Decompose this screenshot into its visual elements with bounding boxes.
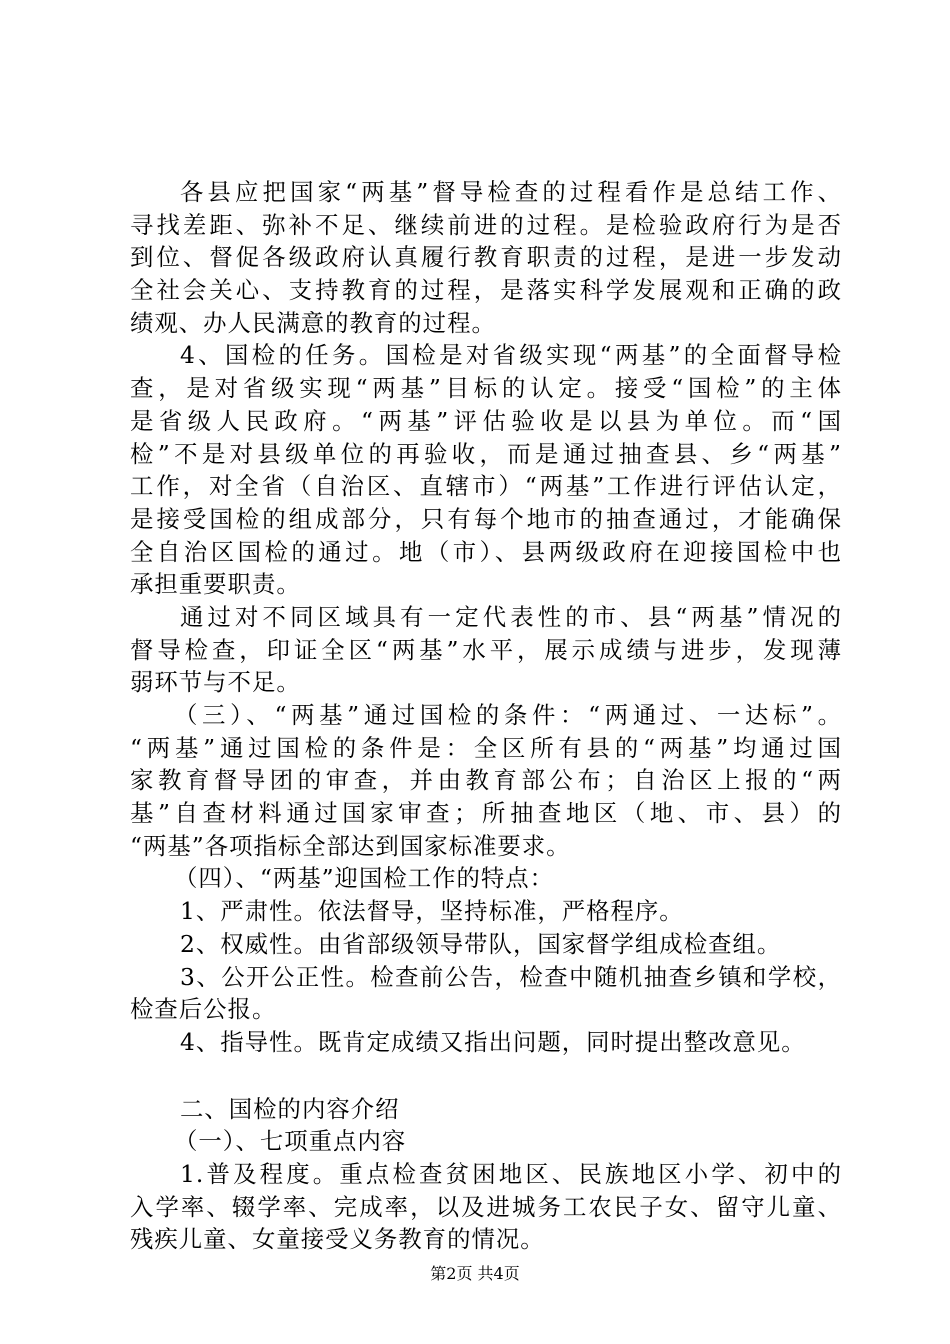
text-line: 各县应把国家“两基”督导检查的过程看作是总结工作、 [180,178,842,206]
text-line: 检”不是对县级单位的再验收，而是通过抽查县、乡“两基” [130,439,842,468]
text-line: 家教育督导团的审查，并由教育部公布；自治区上报的“两 [130,766,842,795]
list-item: 3、公开公正性。检查前公告，检查中随机抽查乡镇和学校， [180,962,842,991]
text-line: 1.普及程度。重点检查贫困地区、民族地区小学、初中的 [180,1159,842,1188]
list-item: 1、严肃性。依法督导，坚持标准，严格程序。 [180,897,684,926]
text-line: 寻找差距、弥补不足、继续前进的过程。是检验政府行为是否 [130,210,842,239]
text-line: “两基”各项指标全部达到国家标准要求。 [130,831,571,860]
text-line: 全社会关心、支持教育的过程，是落实科学发展观和正确的政 [130,276,842,305]
list-item: 2、权威性。由省部级领导带队，国家督学组成检查组。 [180,929,782,958]
section-heading: 二、国检的内容介绍 [180,1094,400,1123]
list-item: 4、指导性。既肯定成绩又指出问题，同时提出整改意见。 [180,1027,806,1056]
text-line: 是接受国检的组成部分，只有每个地市的抽查通过，才能确保 [130,504,842,533]
text-line: （三）、“两基”通过国检的条件：“两通过、一达标”。 [174,701,842,729]
text-line: “两基”通过国检的条件是：全区所有县的“两基”均通过国 [130,733,842,762]
text-line: 入学率、辍学率、完成率，以及进城务工农民子女、留守儿童、 [130,1192,842,1221]
text-line: 是省级人民政府。“两基”评估验收是以县为单位。而“国 [130,406,842,435]
text-line: 残疾儿童、女童接受义务教育的情况。 [130,1225,545,1254]
text-line: 工作，对全省（自治区、直辖市）“两基”工作进行评估认定， [130,472,842,501]
text-line: 弱环节与不足。 [130,668,301,697]
paragraph-gap [130,1059,842,1093]
text-line: 通过对不同区域具有一定代表性的市、县“两基”情况的 [180,602,842,631]
text-line: 绩观、办人民满意的教育的过程。 [130,308,496,337]
page-footer: 第2页 共4页 [430,1264,520,1283]
document-body [130,176,842,1256]
text-line: 承担重要职责。 [130,570,301,599]
list-item-continued: 检查后公报。 [130,995,277,1024]
text-line: 基”自查材料通过国家审查；所抽查地区（地、市、县）的 [130,799,842,828]
section-heading: （四）、“两基”迎国检工作的特点： [174,864,555,893]
text-line: 查，是对省级实现“两基”目标的认定。接受“国检”的主体 [130,374,842,403]
subsection-heading: （一）、七项重点内容 [174,1127,407,1156]
text-line: 全自治区国检的通过。地（市）、县两级政府在迎接国检中也 [130,537,842,566]
text-line: 督导检查，印证全区“两基”水平，展示成绩与进步，发现薄 [130,635,842,664]
text-line: 4、国检的任务。国检是对省级实现“两基”的全面督导检 [180,341,842,370]
text-line: 到位、督促各级政府认真履行教育职责的过程，是进一步发动 [130,243,842,272]
